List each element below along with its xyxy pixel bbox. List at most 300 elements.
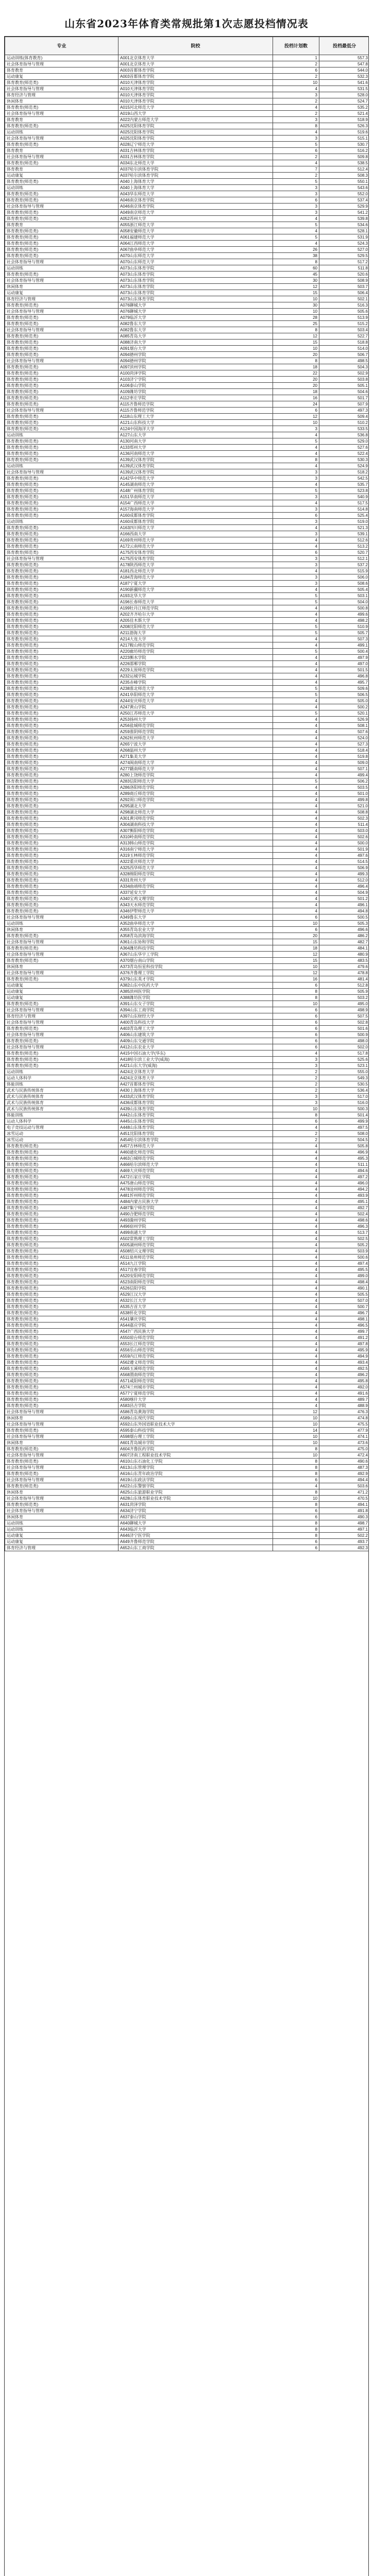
table-row	[5, 1323, 369, 1329]
table-row	[5, 1081, 369, 1088]
major-cell: 体育教育(师范类)	[5, 1310, 118, 1316]
score-cell: 502.4	[319, 1211, 369, 1217]
count-cell: 5	[273, 234, 319, 241]
table-row	[5, 1211, 369, 1217]
table-row	[5, 1335, 369, 1341]
major-cell: 运动训练	[5, 1527, 118, 1533]
score-cell: 509.4	[319, 414, 369, 420]
school-cell: A562遵义师范学院	[118, 1360, 273, 1366]
major-cell: 体育教育(师范类)	[5, 840, 118, 846]
score-cell: 470.5	[319, 1496, 369, 1502]
school-cell: A559内江师范学院	[118, 1353, 273, 1360]
table-row	[5, 1199, 369, 1205]
score-cell: 480.9	[319, 952, 369, 958]
school-cell: A169贵州师范大学	[118, 537, 273, 544]
count-cell: 4	[273, 760, 319, 766]
school-cell: A109潍坊学院	[118, 389, 273, 395]
major-cell: 社会体育指导与管理	[5, 309, 118, 315]
score-cell: 523.1	[319, 1063, 369, 1069]
school-cell: A271集美大学	[118, 754, 273, 760]
count-cell: 4	[273, 1323, 319, 1329]
school-cell: A340宝鸡文理学院	[118, 896, 273, 902]
table-row	[5, 253, 369, 259]
table-row	[5, 401, 369, 408]
table-row	[5, 846, 369, 853]
school-cell: A406山东建筑大学	[118, 1032, 273, 1038]
table-row	[5, 593, 369, 599]
count-cell: 5	[273, 593, 319, 599]
count-cell: 4	[273, 803, 319, 809]
count-cell: 4	[273, 216, 319, 222]
major-cell: 体育教育(师范类)	[5, 1360, 118, 1366]
school-cell: A229太原师范学院	[118, 667, 273, 673]
major-cell: 体育教育	[5, 148, 118, 154]
table-row	[5, 1347, 369, 1353]
score-cell: 537.2	[319, 562, 369, 568]
school-cell: A043华东师范大学	[118, 191, 273, 197]
school-cell: A091烟台大学	[118, 346, 273, 352]
school-cell: A268温州大学	[118, 748, 273, 754]
school-cell: A343天水师范学院	[118, 902, 273, 908]
score-cell: 505.9	[319, 989, 369, 995]
school-cell: A310岭南师范学院	[118, 834, 273, 840]
school-cell: A421山东大学(威海)	[118, 1063, 273, 1069]
table-row	[5, 1057, 369, 1063]
score-cell: 476.3	[319, 1409, 369, 1415]
count-cell: 4	[273, 432, 319, 438]
school-cell: A181西北师范大学	[118, 568, 273, 574]
school-cell: A445山东体育学院	[118, 1118, 273, 1125]
school-cell: A145湖南师范大学	[118, 482, 273, 488]
school-cell: A319玉林师范学院	[118, 853, 273, 859]
school-cell: A223衡水学院	[118, 655, 273, 661]
school-cell: A088济南大学	[118, 340, 273, 346]
count-cell: 4	[273, 680, 319, 686]
table-row	[5, 463, 369, 469]
major-cell: 社会体育指导与管理	[5, 111, 118, 117]
count-cell: 6	[273, 148, 319, 154]
school-cell: A211渤海大学	[118, 630, 273, 636]
count-cell: 4	[273, 636, 319, 642]
table-row	[5, 476, 369, 482]
count-cell: 4	[273, 86, 319, 92]
table-row	[5, 1094, 369, 1100]
table-row	[5, 760, 369, 766]
major-cell: 体育教育(师范类)	[5, 908, 118, 914]
major-cell: 运动康复	[5, 173, 118, 179]
major-cell: 运动训练	[5, 463, 118, 469]
count-cell: 3	[273, 210, 319, 216]
count-cell: 5	[273, 624, 319, 630]
count-cell: 4	[273, 537, 319, 544]
table-row	[5, 1125, 369, 1131]
school-cell: A325西华师范大学	[118, 865, 273, 871]
table-row	[5, 346, 369, 352]
table-row	[5, 791, 369, 797]
count-cell: 3	[273, 519, 319, 525]
table-row	[5, 469, 369, 476]
score-cell: 536.4	[319, 1088, 369, 1094]
major-cell: 体育教育(师范类)	[5, 871, 118, 877]
score-cell: 487.3	[319, 1465, 369, 1471]
table-row	[5, 599, 369, 605]
school-cell: A136河南师范大学	[118, 451, 273, 457]
count-cell: 8	[273, 123, 319, 129]
score-cell: 494.8	[319, 908, 369, 914]
school-cell: A175西安体育学院	[118, 556, 273, 562]
school-cell: A547广西民族大学	[118, 1329, 273, 1335]
score-cell: 501.6	[319, 1026, 369, 1032]
count-cell: 4	[273, 160, 319, 166]
count-cell: 2	[273, 98, 319, 105]
table-row	[5, 1477, 369, 1483]
count-cell: 4	[273, 661, 319, 667]
count-cell: 12	[273, 333, 319, 340]
table-row	[5, 98, 369, 105]
table-row	[5, 945, 369, 952]
count-cell: 4	[273, 568, 319, 574]
table-row	[5, 1539, 369, 1545]
admission-table-container	[4, 36, 369, 2576]
count-cell: 4	[273, 228, 319, 234]
school-cell: A235赤峰学院	[118, 680, 273, 686]
table-row	[5, 680, 369, 686]
school-cell: A391山东女子学院	[118, 1001, 273, 1007]
score-cell: 492.0	[319, 1384, 369, 1391]
major-cell: 体育教育(师范类)	[5, 1502, 118, 1508]
score-cell: 507.6	[319, 729, 369, 735]
table-row	[5, 445, 369, 451]
count-cell: 4	[273, 698, 319, 704]
score-cell: 544.0	[319, 67, 369, 74]
table-row	[5, 1285, 369, 1292]
count-cell: 4	[273, 1347, 319, 1353]
score-cell: 499.9	[319, 1118, 369, 1125]
table-row	[5, 173, 369, 179]
score-cell: 492.7	[319, 1205, 369, 1211]
score-cell: 535.7	[319, 482, 369, 488]
major-cell: 体育教育(师范类)	[5, 315, 118, 321]
school-cell: A160成都体育学院	[118, 519, 273, 525]
school-cell: A358青岛滨海学院	[118, 933, 273, 939]
school-cell: A193北华大学	[118, 593, 273, 599]
school-cell: A556乐山师范学院	[118, 1347, 273, 1353]
school-cell: A049南京师范大学	[118, 210, 273, 216]
table-row	[5, 754, 369, 760]
major-cell: 体育教育(师范类)	[5, 197, 118, 204]
school-cell: A160成都体育学院	[118, 513, 273, 519]
count-cell: 8	[273, 1489, 319, 1496]
table-row	[5, 877, 369, 884]
score-cell: 491.8	[319, 1508, 369, 1514]
score-cell: 503.0	[319, 828, 369, 834]
major-cell: 体育教育(师范类)	[5, 1298, 118, 1304]
table-row	[5, 1459, 369, 1465]
score-cell: 516.0	[319, 1100, 369, 1106]
table-row	[5, 698, 369, 704]
major-cell: 体育教育(师范类)	[5, 179, 118, 185]
major-cell: 体育教育(师范类)	[5, 1397, 118, 1403]
score-cell: 530.3	[319, 457, 369, 463]
score-cell: 528.0	[319, 92, 369, 98]
major-cell: 体育教育(师范类)	[5, 105, 118, 111]
table-row	[5, 1452, 369, 1459]
school-cell: A517宜春学院	[118, 1267, 273, 1273]
school-cell: A508绍兴文理学院	[118, 1248, 273, 1255]
major-cell: 体育教育(师范类)	[5, 1230, 118, 1236]
school-cell: A003首都体育学院	[118, 67, 273, 74]
major-cell: 体育教育(师范类)	[5, 809, 118, 816]
school-cell: A292周口师范学院	[118, 797, 273, 803]
school-cell: A565玉溪师范学院	[118, 1366, 273, 1372]
table-row	[5, 315, 369, 321]
count-cell: 12	[273, 952, 319, 958]
count-cell: 4	[273, 1310, 319, 1316]
count-cell: 8	[273, 1520, 319, 1527]
table-row	[5, 822, 369, 828]
score-cell: 475.0	[319, 1446, 369, 1452]
count-cell: 10	[273, 420, 319, 426]
table-row	[5, 581, 369, 587]
count-cell: 8	[273, 358, 319, 364]
major-cell: 体育教育(师范类)	[5, 377, 118, 383]
score-cell: 490.3	[319, 1514, 369, 1520]
score-cell: 539.1	[319, 531, 369, 537]
school-cell: A397山东财经大学	[118, 1013, 273, 1020]
score-cell: 505.1	[319, 383, 369, 389]
count-cell: 8	[273, 1533, 319, 1539]
major-cell: 体育教育(师范类)	[5, 717, 118, 723]
count-cell: 12	[273, 1409, 319, 1415]
count-cell: 3	[273, 185, 319, 191]
count-cell: 4	[273, 1292, 319, 1298]
count-cell: 6	[273, 197, 319, 204]
table-row	[5, 1391, 369, 1397]
count-cell: 20	[273, 933, 319, 939]
major-cell: 运动康复	[5, 1539, 118, 1545]
score-cell: 479.6	[319, 964, 369, 970]
count-cell: 8	[273, 995, 319, 1001]
school-cell: A073山东体育学院	[118, 296, 273, 302]
table-row	[5, 1242, 369, 1248]
major-cell: 休闲体育	[5, 1489, 118, 1496]
major-cell: 体育教育(师范类)	[5, 748, 118, 754]
score-cell: 506.4	[319, 290, 369, 296]
count-cell: 4	[273, 129, 319, 135]
school-cell: A073山东体育学院	[118, 284, 273, 290]
school-cell: A205佳木斯大学	[118, 618, 273, 624]
table-row	[5, 1267, 369, 1273]
score-cell: 521.3	[319, 525, 369, 531]
school-cell: A496宿州学院	[118, 1224, 273, 1230]
score-cell: 499.4	[319, 772, 369, 778]
table-row	[5, 1020, 369, 1026]
school-cell: A367山东华宇工学院	[118, 952, 273, 958]
school-cell: A127山东大学	[118, 432, 273, 438]
table-row	[5, 525, 369, 531]
school-cell: A055浙江师范大学	[118, 222, 273, 228]
table-row	[5, 241, 369, 247]
major-cell: 体育教育(师范类)	[5, 1050, 118, 1057]
major-cell: 运动训练	[5, 185, 118, 191]
school-cell: A115齐鲁师范学院	[118, 408, 273, 414]
school-cell: A601青岛城市学院	[118, 1440, 273, 1446]
table-row	[5, 1224, 369, 1230]
count-cell: 4	[273, 587, 319, 593]
major-cell: 体育教育(师范类)	[5, 383, 118, 389]
count-cell: 4	[273, 772, 319, 778]
score-cell: 530.5	[319, 1081, 369, 1088]
major-cell: 体育教育(师范类)	[5, 710, 118, 717]
table-row	[5, 890, 369, 896]
table-row	[5, 1131, 369, 1137]
score-cell: 524.9	[319, 463, 369, 469]
table-row	[5, 1088, 369, 1094]
score-cell: 490.1	[319, 1285, 369, 1292]
major-cell: 体育教育(师范类)	[5, 482, 118, 488]
score-cell: 500.9	[319, 1032, 369, 1038]
count-cell: 3	[273, 426, 319, 432]
count-cell: 4	[273, 105, 319, 111]
major-cell: 体育教育(师范类)	[5, 933, 118, 939]
school-cell: A487集宁师范学院	[118, 1205, 273, 1211]
major-cell: 体育教育(师范类)	[5, 568, 118, 574]
count-cell: 3	[273, 469, 319, 476]
school-cell: A094德州学院	[118, 358, 273, 364]
major-cell: 体育教育(师范类)	[5, 234, 118, 241]
major-cell: 体育教育(师范类)	[5, 754, 118, 760]
major-cell: 体育教育(师范类)	[5, 822, 118, 828]
major-cell: 社会体育指导与管理	[5, 86, 118, 92]
table-row	[5, 952, 369, 958]
count-cell: 3	[273, 476, 319, 482]
table-row	[5, 92, 369, 98]
count-cell: 8	[273, 1465, 319, 1471]
count-cell: 4	[273, 809, 319, 816]
school-cell: A151华南师范大学	[118, 494, 273, 500]
score-cell: 500.0	[319, 840, 369, 846]
major-cell: 体育教育(师范类)	[5, 513, 118, 519]
table-row	[5, 1298, 369, 1304]
count-cell: 12	[273, 284, 319, 290]
school-cell: A025沈阳体育学院	[118, 129, 273, 135]
count-cell: 3	[273, 191, 319, 197]
school-cell: A046南京体育学院	[118, 197, 273, 204]
table-row	[5, 272, 369, 278]
school-cell: A295湖北大学	[118, 803, 273, 809]
count-cell: 10	[273, 1440, 319, 1446]
school-cell: A364潍坊科技学院	[118, 945, 273, 952]
count-cell: 14	[273, 1428, 319, 1434]
major-cell: 社会体育指导与管理	[5, 1465, 118, 1471]
table-row	[5, 741, 369, 748]
major-cell: 体育教育(师范类)	[5, 1224, 118, 1230]
major-cell: 体育教育(师范类)	[5, 1335, 118, 1341]
major-cell: 体育教育(师范类)	[5, 766, 118, 772]
count-cell: 3	[273, 531, 319, 537]
score-cell: 519.6	[319, 129, 369, 135]
school-cell: A001北京体育大学	[118, 55, 273, 61]
school-cell: A382山东中医药大学	[118, 982, 273, 989]
count-cell: 4	[273, 1149, 319, 1156]
score-cell: 557.3	[319, 55, 369, 61]
score-cell: 514.5	[319, 859, 369, 865]
table-row	[5, 290, 369, 296]
score-cell: 498.7	[319, 1520, 369, 1527]
table-row	[5, 1489, 369, 1496]
school-cell: A493滁州学院	[118, 1217, 273, 1224]
table-row	[5, 1261, 369, 1267]
count-cell: 18	[273, 364, 319, 370]
count-cell: 8	[273, 1459, 319, 1465]
count-cell: 6	[273, 1032, 319, 1038]
school-cell: A139武汉体育学院	[118, 463, 273, 469]
table-row	[5, 1236, 369, 1242]
score-cell: 512.4	[319, 166, 369, 173]
table-row	[5, 61, 369, 67]
table-row	[5, 865, 369, 871]
count-cell: 8	[273, 1112, 319, 1118]
major-cell: 体育教育(师范类)	[5, 797, 118, 803]
major-cell: 体育教育(师范类)	[5, 1446, 118, 1452]
table-row	[5, 630, 369, 636]
table-row	[5, 451, 369, 457]
count-cell: 6	[273, 1013, 319, 1020]
table-row	[5, 562, 369, 568]
school-cell: A529江汉大学	[118, 1292, 273, 1298]
score-cell: 506.5	[319, 692, 369, 698]
score-cell: 497.5	[319, 1125, 369, 1131]
count-cell: 15	[273, 939, 319, 945]
school-cell: A424北京体育大学	[118, 1069, 273, 1075]
table-row	[5, 488, 369, 494]
table-row	[5, 1366, 369, 1372]
score-cell: 555.0	[319, 1069, 369, 1075]
major-cell: 运动人体科学	[5, 1118, 118, 1125]
major-cell: 休闲体育	[5, 1440, 118, 1446]
school-cell: A208沈阳师范大学	[118, 624, 273, 630]
count-cell: 5	[273, 630, 319, 636]
table-row	[5, 519, 369, 525]
major-cell: 体育教育(师范类)	[5, 272, 118, 278]
major-cell: 体育教育(师范类)	[5, 624, 118, 630]
table-row	[5, 395, 369, 401]
count-cell: 3	[273, 581, 319, 587]
school-cell: A073山东体育学院	[118, 265, 273, 272]
table-row	[5, 1434, 369, 1440]
major-cell: 体育教育(师范类)	[5, 698, 118, 704]
score-cell: 495.9	[319, 1347, 369, 1353]
major-cell: 运动训练(体育教育)	[5, 55, 118, 61]
score-cell: 540.9	[319, 494, 369, 500]
table-row	[5, 896, 369, 902]
table-row	[5, 927, 369, 933]
count-cell: 6	[273, 513, 319, 519]
major-cell: 社会体育指导与管理	[5, 135, 118, 142]
school-cell: A220廊坊师范学院	[118, 649, 273, 655]
table-row	[5, 352, 369, 358]
score-cell: 547.8	[319, 61, 369, 67]
score-cell: 495.3	[319, 1156, 369, 1162]
table-row	[5, 686, 369, 692]
school-cell: A580喀什大学	[118, 1397, 273, 1403]
school-cell: A003首都体育学院	[118, 74, 273, 80]
school-cell: A415中国石油大学(华东)	[118, 1050, 273, 1057]
table-row	[5, 1372, 369, 1378]
major-cell: 体育教育(师范类)	[5, 1384, 118, 1391]
count-cell: 4	[273, 896, 319, 902]
school-cell: A553长江师范学院	[118, 1341, 273, 1347]
